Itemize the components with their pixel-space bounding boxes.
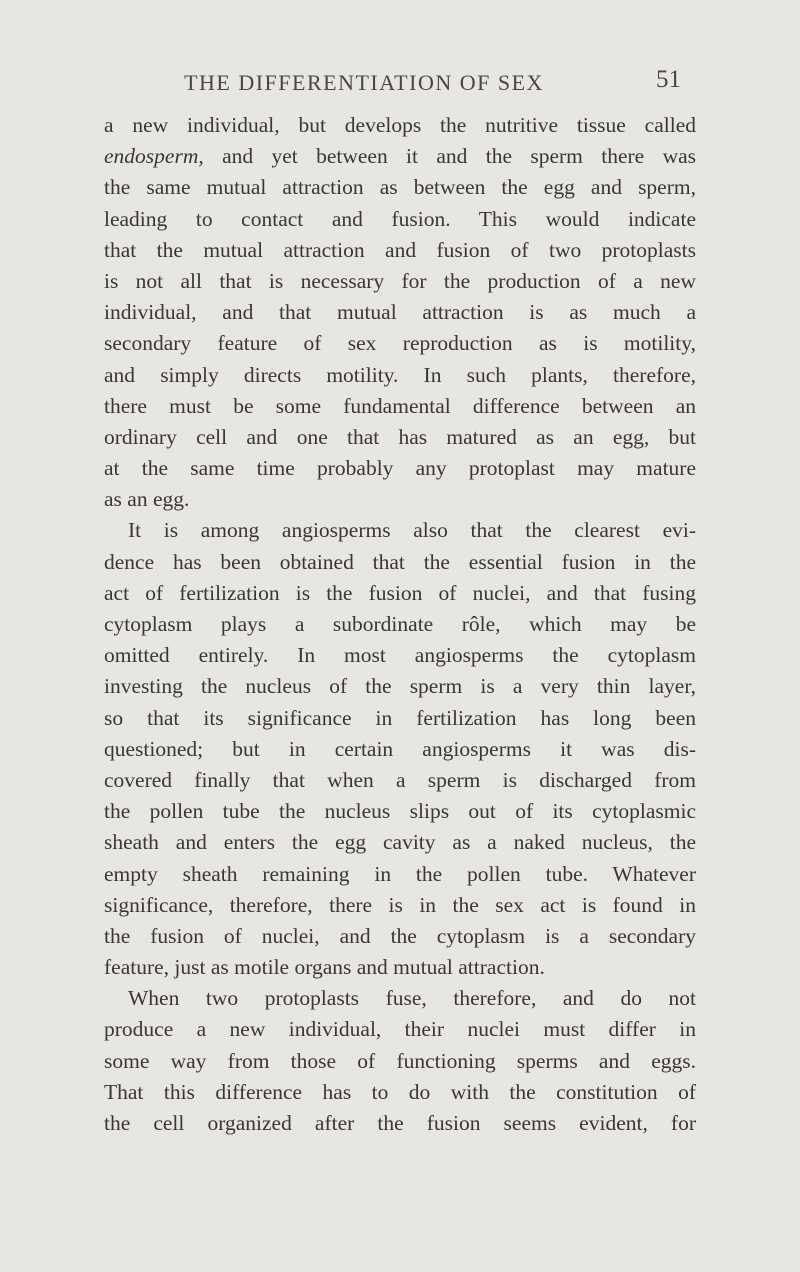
text-line: individual, and that mutual attraction is as much a bbox=[104, 300, 696, 325]
text-line: the cell organized after the fusion seems evident, for bbox=[104, 1111, 696, 1135]
text-line: the pollen tube the nucleus slips out of its cytoplasmic bbox=[104, 799, 696, 824]
emphasis-term: endosperm, bbox=[104, 144, 204, 169]
text-line: that the mutual attraction and fusion of two protoplasts bbox=[104, 237, 696, 262]
paragraph-start-line: It is among angiosperms also that the clearest evi- bbox=[128, 518, 696, 543]
text-line: is not all that is necessary for the production of a new bbox=[104, 268, 696, 293]
running-head-title: THE DIFFERENTIATION OF SEX bbox=[184, 70, 544, 95]
text-line: cytoplasm plays a subordinate rôle, which may be bbox=[104, 612, 696, 636]
text-line: produce a new individual, their nuclei must differ in bbox=[104, 1017, 696, 1042]
text-line: sheath and enters the egg cavity as a naked nucleus, the bbox=[104, 830, 696, 855]
text-line: empty sheath remaining in the pollen tube. Whatever bbox=[104, 861, 696, 886]
text-line: the same mutual attraction as between the egg and sperm, bbox=[104, 175, 696, 200]
text-line: as an egg. bbox=[104, 487, 190, 512]
text-line: the fusion of nuclei, and the cytoplasm is a secondary bbox=[104, 923, 696, 948]
text-line: some way from those of functioning sperms and eggs. bbox=[104, 1048, 696, 1073]
text-line: a new individual, but develops the nutritive tissue called bbox=[104, 113, 696, 137]
text-line: secondary feature of sex reproduction as is motility, bbox=[104, 331, 696, 356]
text-line: and simply directs motility. In such plants, therefore, bbox=[104, 362, 696, 387]
text-line: act of fertilization is the fusion of nuclei, and that fusing bbox=[104, 580, 696, 605]
text-line: so that its significance in fertilization has long been bbox=[104, 705, 696, 730]
text-line: there must be some fundamental difference between an bbox=[104, 393, 696, 418]
page-number: 51 bbox=[656, 66, 681, 93]
text-line: ordinary cell and one that has matured as an egg, but bbox=[104, 424, 696, 449]
body-text bbox=[104, 110, 696, 1139]
text-line: feature, just as motile organs and mutual attraction. bbox=[104, 955, 545, 980]
text-line: at the same time probably any protoplast may mature bbox=[104, 456, 696, 481]
text-line: covered finally that when a sperm is discharged from bbox=[104, 767, 696, 792]
text-line: investing the nucleus of the sperm is a very thin layer, bbox=[104, 674, 696, 699]
text-line: That this difference has to do with the constitution of bbox=[104, 1079, 696, 1104]
paragraph-start-line: When two protoplasts fuse, therefore, and do not bbox=[128, 986, 696, 1011]
text-line: dence has been obtained that the essential fusion in the bbox=[104, 549, 696, 574]
text-line: leading to contact and fusion. This would indicate bbox=[104, 206, 696, 231]
text-line: endosperm, and yet between it and the sperm there was bbox=[104, 144, 696, 169]
text-line: omitted entirely. In most angiosperms the cytoplasm bbox=[104, 643, 696, 668]
text-line: questioned; but in certain angiosperms it was dis- bbox=[104, 736, 696, 761]
text-line: significance, therefore, there is in the sex act is found in bbox=[104, 892, 696, 917]
